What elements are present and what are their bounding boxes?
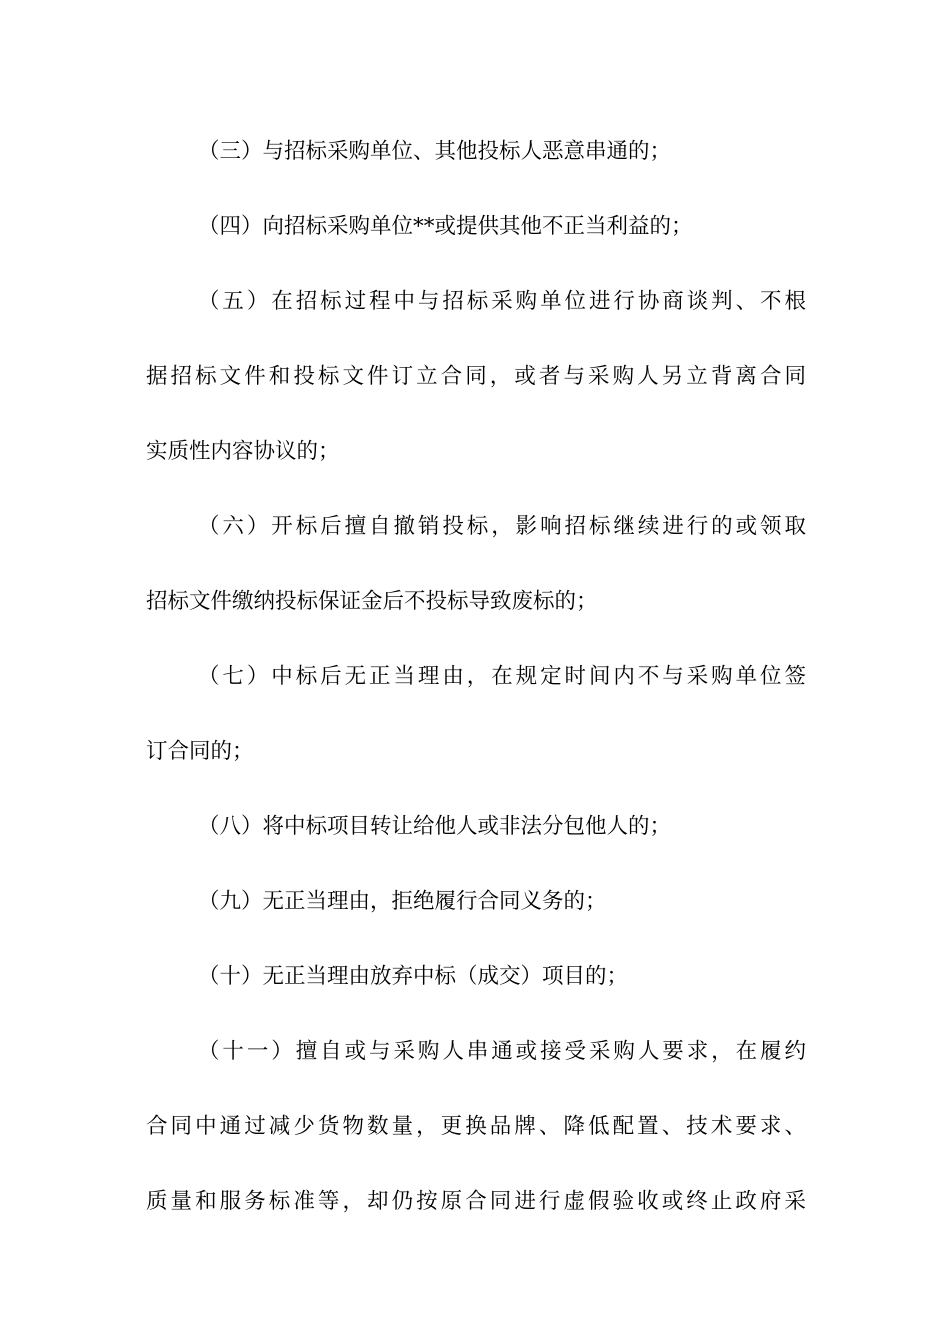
item-9-line-1: （九）无正当理由，拒绝履行合同义务的； [198,889,607,914]
item-3-line-1: （三）与招标采购单位、其他投标人恶意串通的； [198,139,672,164]
item-7-line-2: 订合同的； [146,739,254,764]
item-5-line-1: （五）在招标过程中与招标采购单位进行协商谈判、不根 [198,289,806,314]
item-5-line-3: 实质性内容协议的； [146,439,340,464]
item-10-line-1: （十）无正当理由放弃中标（成交）项目的； [198,964,629,989]
item-8-line-1: （八）将中标项目转让给他人或非法分包他人的； [198,814,672,839]
item-7-line-1: （七）中标后无正当理由，在规定时间内不与采购单位签 [198,664,806,689]
item-11-line-2: 合同中通过减少货物数量，更换品牌、降低配置、技术要求、 [146,1114,806,1139]
item-4-line-1: （四）向招标采购单位**或提供其他不正当利益的； [198,214,693,239]
item-11-line-3: 质量和服务标准等，却仍按原合同进行虚假验收或终止政府采 [146,1189,806,1214]
item-6-line-1: （六）开标后擅自撤销投标，影响招标继续进行的或领取 [198,514,806,539]
item-5-line-2: 据招标文件和投标文件订立合同，或者与采购人另立背离合同 [146,364,806,389]
item-6-line-2: 招标文件缴纳投标保证金后不投标导致废标的； [146,589,598,614]
item-11-line-1: （十一）擅自或与采购人串通或接受采购人要求，在履约 [198,1039,806,1064]
